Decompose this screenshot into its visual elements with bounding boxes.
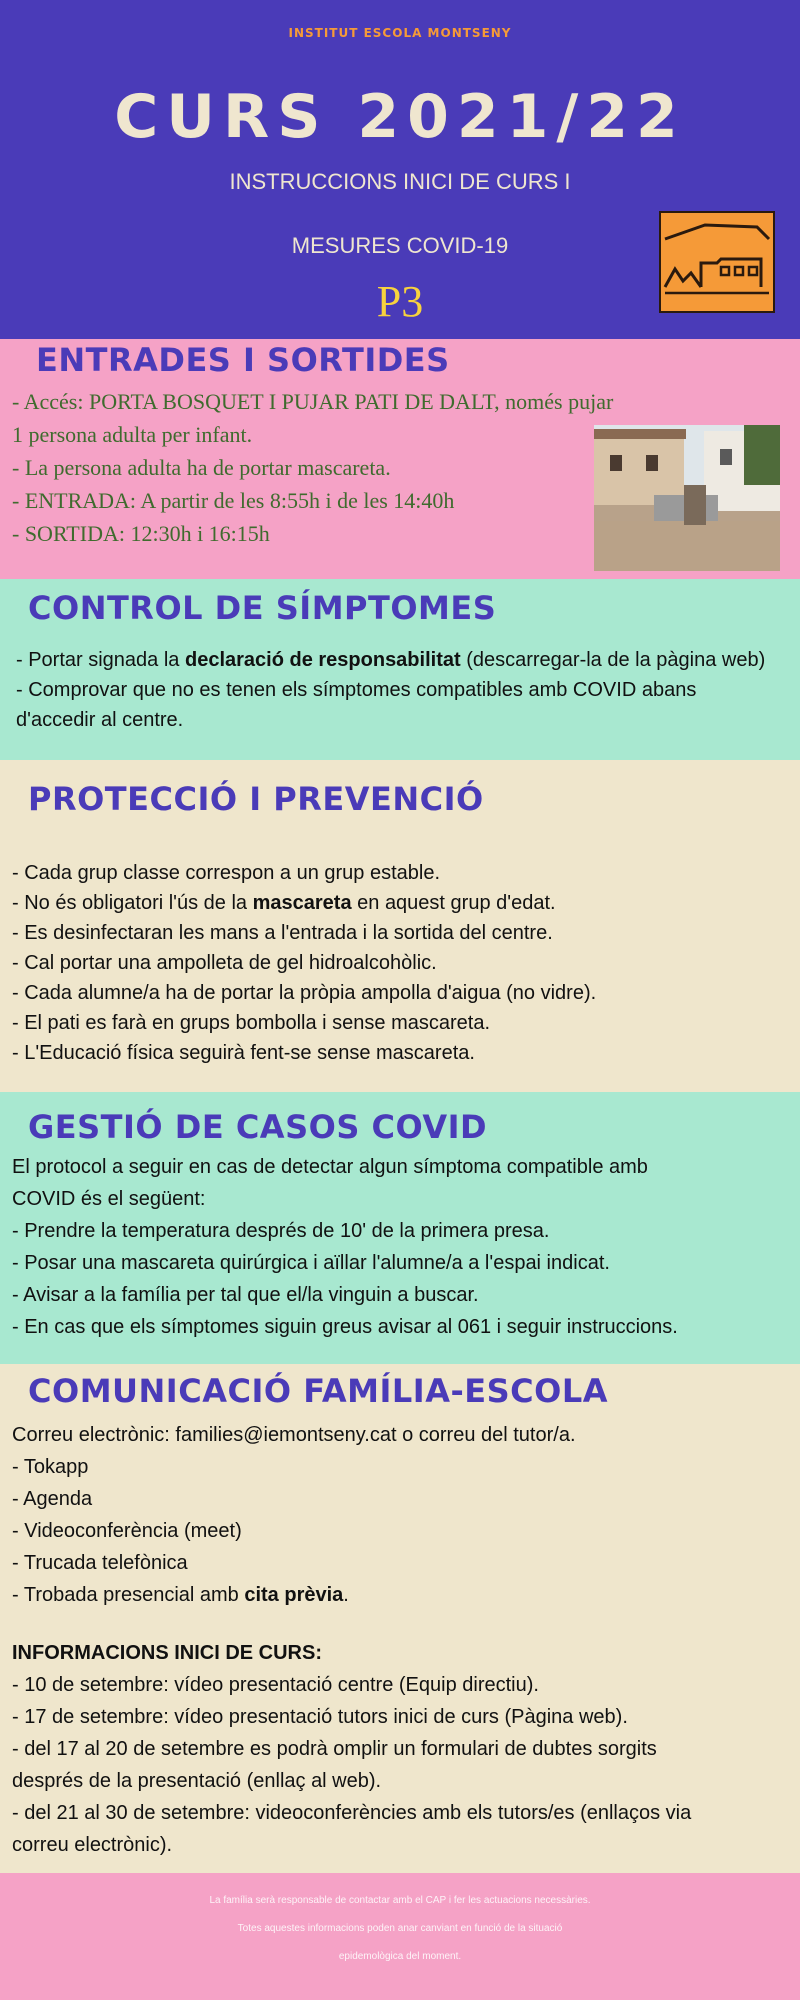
- text-line: - Trucada telefònica: [12, 1552, 188, 1574]
- logo-drawing: [661, 213, 773, 311]
- text-line: correu electrònic).: [12, 1834, 173, 1856]
- info-heading: INFORMACIONS INICI DE CURS:: [12, 1642, 322, 1664]
- text-line: - Accés: PORTA BOSQUET I PUJAR PATI DE DALT, només pujar: [12, 389, 614, 414]
- text-line: 1 persona adulta per infant.: [12, 422, 253, 447]
- text-line: COVID és el següent:: [12, 1188, 206, 1210]
- footer-line: La família serà responsable de contactar amb el CAP i fer les actuacions necessàries.: [209, 1895, 591, 1906]
- text-segment: - Trobada presencial amb: [12, 1584, 245, 1606]
- bold-text: declaració de responsabilitat: [184, 649, 461, 671]
- text-line: - Comprovar que no es tenen els símptomes compatibles amb COVID abans: [16, 679, 697, 701]
- text-segment: en aquest grup d'edat.: [351, 892, 556, 914]
- text-line: - La persona adulta ha de portar mascareta.: [12, 455, 391, 480]
- text-line: - El pati es farà en grups bombolla i sense mascareta.: [12, 1012, 491, 1034]
- text-line: [12, 892, 556, 915]
- text-line: - Cal portar una ampolleta de gel hidroalcohòlic.: [12, 952, 437, 974]
- footer-line: Totes aquestes informacions poden anar canviant en funció de la situació: [237, 1923, 563, 1934]
- text-segment: .: [343, 1584, 349, 1606]
- section-title: COMUNICACIÓ FAMÍLIA-ESCOLA: [28, 1372, 608, 1410]
- footer-line: epidemològica del moment.: [338, 1951, 462, 1962]
- school-name: INSTITUT ESCOLA MONTSENY: [288, 26, 512, 40]
- text-segment: - Portar signada la: [16, 649, 185, 671]
- course-year-title: CURS 2021/22: [114, 82, 686, 152]
- subtitle-line-2: MESURES COVID-19: [291, 233, 509, 258]
- text-line: Correu electrònic: families@iemontseny.cat o correu del tutor/a.: [12, 1424, 576, 1446]
- text-line: - En cas que els símptomes siguin greus avisar al 061 i seguir instruccions.: [12, 1316, 678, 1338]
- text-line: - Posar una mascareta quirúrgica i aïllar l'alumne/a a l'espai indicat.: [12, 1252, 610, 1274]
- section-title: PROTECCIÓ I PREVENCIÓ: [28, 780, 484, 818]
- mountain-house-logo-icon: [659, 211, 775, 313]
- text-line: - Avisar a la família per tal que el/la vinguin a buscar.: [12, 1284, 479, 1306]
- section-title: CONTROL DE SÍMPTOMES: [28, 589, 497, 627]
- header-banner: [0, 0, 800, 339]
- text-line: - del 17 al 20 de setembre es podrà omplir un formulari de dubtes sorgits: [12, 1738, 657, 1760]
- text-segment: - No és obligatori l'ús de la: [12, 892, 253, 914]
- text-line: - ENTRADA: A partir de les 8:55h i de les 14:40h: [12, 488, 455, 513]
- text-line: [16, 649, 765, 672]
- subtitle-line-1: INSTRUCCIONS INICI DE CURS I: [229, 169, 571, 194]
- text-line: - del 21 al 30 de setembre: videoconferències amb els tutors/es (enllaços via: [12, 1802, 692, 1824]
- text-line: - Videoconferència (meet): [12, 1520, 242, 1542]
- level-label: P3: [376, 277, 424, 326]
- text-line: El protocol a seguir en cas de detectar algun símptoma compatible amb: [12, 1156, 648, 1178]
- bold-text: mascareta: [252, 892, 352, 914]
- section-gestio-casos-covid: [0, 1092, 800, 1364]
- bold-text: cita prèvia: [244, 1584, 344, 1606]
- text-line: - SORTIDA: 12:30h i 16:15h: [12, 521, 270, 546]
- photo-drawing: [594, 425, 780, 571]
- section-title: ENTRADES I SORTIDES: [36, 341, 450, 379]
- school-entrance-photo: [594, 425, 780, 571]
- section-control-simptomes: [0, 579, 800, 760]
- text-line: [12, 1584, 349, 1607]
- text-segment: (descarregar-la de la pàgina web): [460, 649, 766, 671]
- text-line: - Es desinfectaran les mans a l'entrada i la sortida del centre.: [12, 922, 553, 944]
- footer-note: [0, 1873, 800, 2000]
- section-comunicacio-familia-escola: [0, 1364, 800, 1873]
- section-title: GESTIÓ DE CASOS COVID: [28, 1108, 488, 1146]
- text-line: - 10 de setembre: vídeo presentació centre (Equip directiu).: [12, 1674, 539, 1696]
- section-entrades-sortides: [0, 339, 800, 579]
- text-line: d'accedir al centre.: [16, 709, 184, 731]
- text-line: - Cada alumne/a ha de portar la pròpia ampolla d'aigua (no vidre).: [12, 982, 597, 1004]
- text-line: - Prendre la temperatura després de 10' de la primera presa.: [12, 1220, 550, 1242]
- text-line: - Cada grup classe correspon a un grup estable.: [12, 862, 441, 884]
- text-line: - Tokapp: [12, 1456, 89, 1478]
- text-line: - 17 de setembre: vídeo presentació tutors inici de curs (Pàgina web).: [12, 1706, 628, 1728]
- text-line: - Agenda: [12, 1488, 93, 1510]
- section-proteccio-prevencio: [0, 760, 800, 1092]
- text-line: - L'Educació física seguirà fent-se sense mascareta.: [12, 1042, 475, 1064]
- text-line: després de la presentació (enllaç al web).: [12, 1770, 382, 1792]
